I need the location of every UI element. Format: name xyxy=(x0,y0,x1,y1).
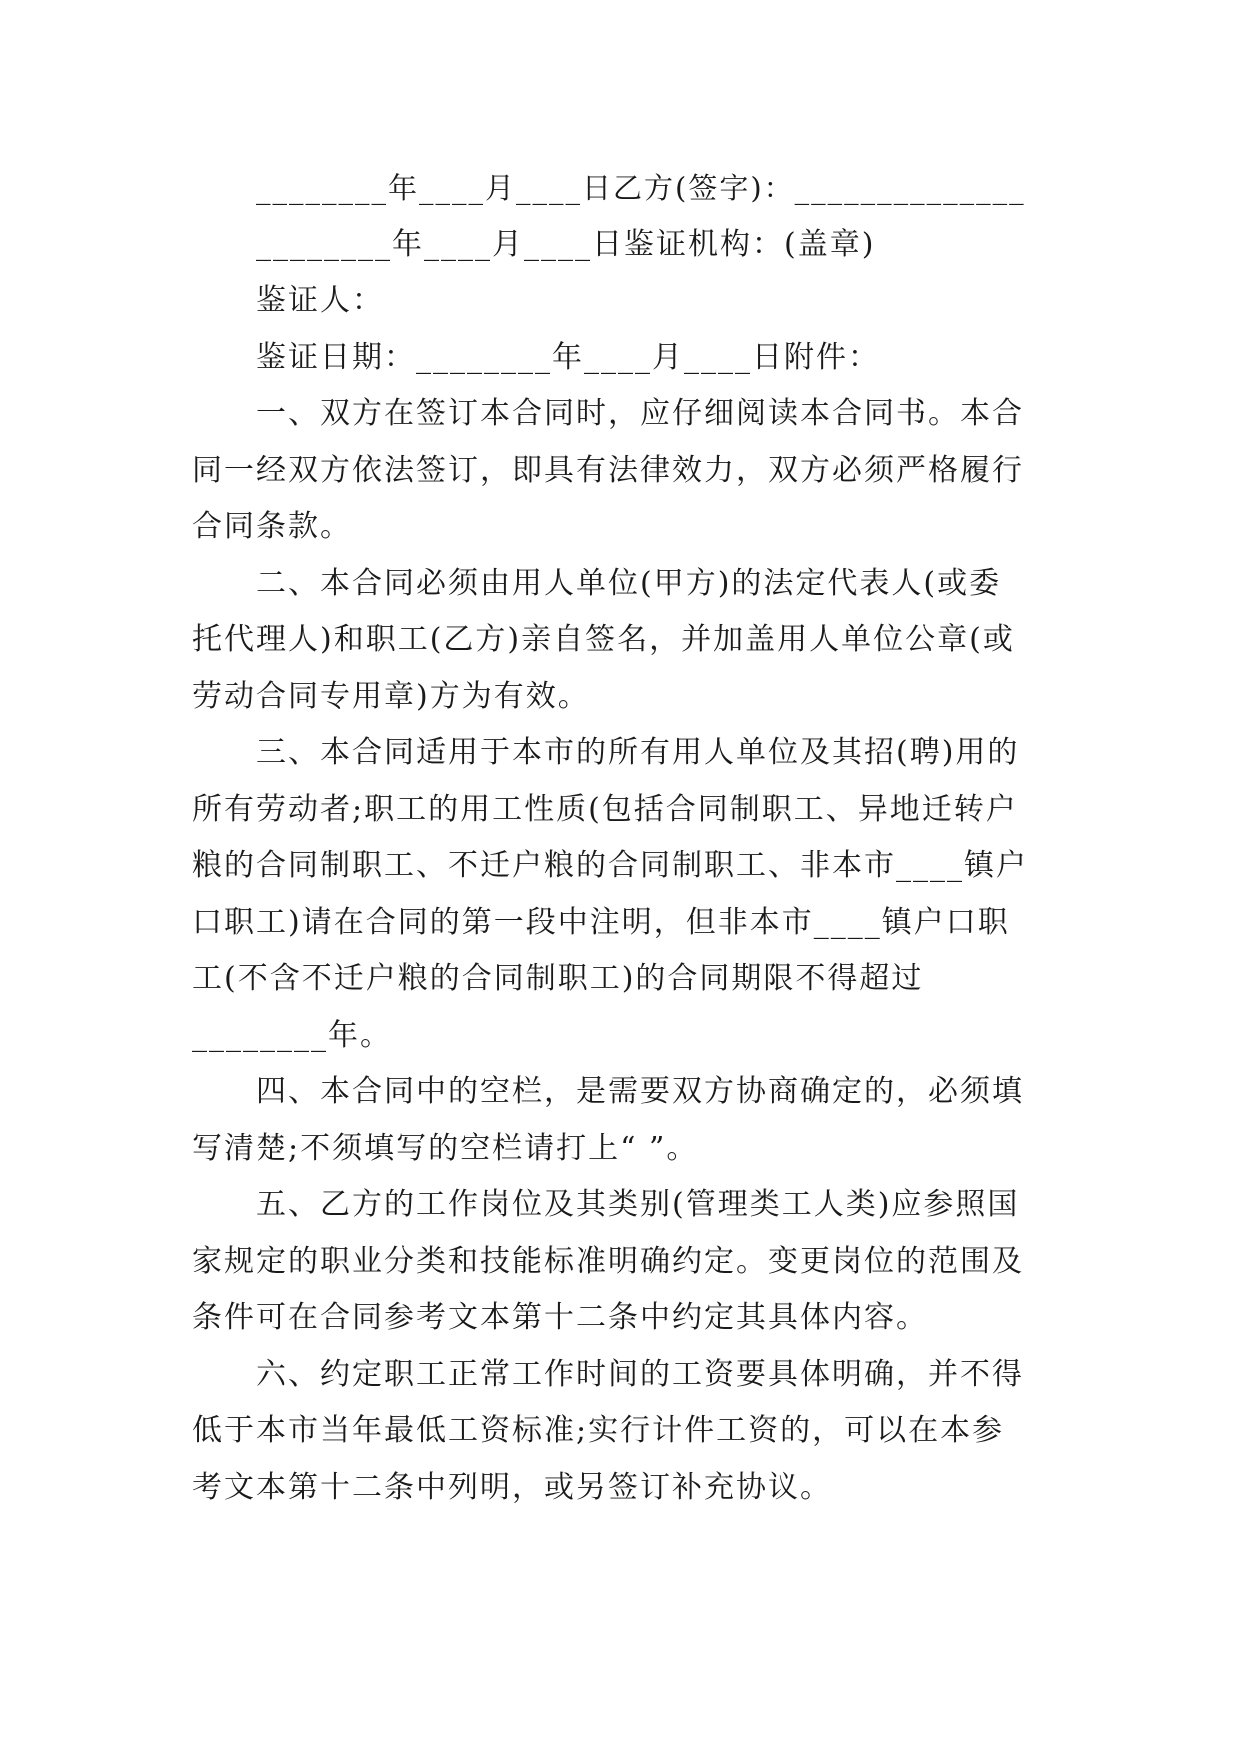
note-paragraph xyxy=(192,725,1042,1064)
document-body xyxy=(192,160,1042,1516)
certification-date-line: 鉴证日期：________年____月____日附件： xyxy=(256,339,880,375)
note-line: ________年。 xyxy=(192,1017,392,1053)
note-paragraph xyxy=(192,386,1042,556)
note-line: 口职工)请在合同的第一段中注明，但非本市____镇户口职 xyxy=(192,904,1010,940)
note-line: 六、约定职工正常工作时间的工资要具体明确，并不得 xyxy=(256,1356,1024,1392)
signature-line-party-b: ________年____月____日乙方(签字)：______________ xyxy=(256,171,1026,205)
note-line: 合同条款。 xyxy=(192,509,352,544)
note-line: 二、本合同必须由用人单位(甲方)的法定代表人(或委 xyxy=(256,565,1002,601)
note-line: 一、双方在签订本合同时，应仔细阅读本合同书。本合 xyxy=(256,396,1024,431)
note-line: 粮的合同制职工、不迁户粮的合同制职工、非本市____镇户 xyxy=(192,848,1028,883)
note-line: 工(不含不迁户粮的合同制职工)的合同期限不得超过 xyxy=(192,961,924,996)
note-line: 低于本市当年最低工资标准;实行计件工资的，可以在本参 xyxy=(192,1413,1005,1448)
note-line: 三、本合同适用于本市的所有用人单位及其招(聘)用的 xyxy=(256,735,1020,770)
note-paragraph xyxy=(192,1347,1042,1517)
note-line: 五、乙方的工作岗位及其类别(管理类工人类)应参照国 xyxy=(256,1187,1020,1222)
certifier-line: 鉴证人： xyxy=(256,283,384,318)
note-line: 四、本合同中的空栏，是需要双方协商确定的，必须填 xyxy=(256,1074,1024,1109)
note-line: 考文本第十二条中列明，或另签订补充协议。 xyxy=(192,1469,832,1505)
signature-line-certification-agency: ________年____月____日鉴证机构：(盖章) xyxy=(256,226,876,262)
note-paragraph xyxy=(192,1177,1042,1347)
note-line: 劳动合同专用章)方为有效。 xyxy=(192,678,590,714)
note-line: 条件可在合同参考文本第十二条中约定其具体内容。 xyxy=(192,1300,928,1335)
note-line: 家规定的职业分类和技能标准明确约定。变更岗位的范围及 xyxy=(192,1243,1024,1279)
note-paragraph xyxy=(192,1064,1042,1177)
note-line: 同一经双方依法签订，即具有法律效力，双方必须严格履行 xyxy=(192,452,1024,488)
note-paragraph xyxy=(192,556,1042,726)
note-line: 写清楚;不须填写的空栏请打上“ ”。 xyxy=(192,1130,699,1166)
note-line: 所有劳动者;职工的用工性质(包括合同制职工、异地迁转户 xyxy=(192,791,1018,827)
note-line: 托代理人)和职工(乙方)亲自签名，并加盖用人单位公章(或 xyxy=(192,622,1015,657)
